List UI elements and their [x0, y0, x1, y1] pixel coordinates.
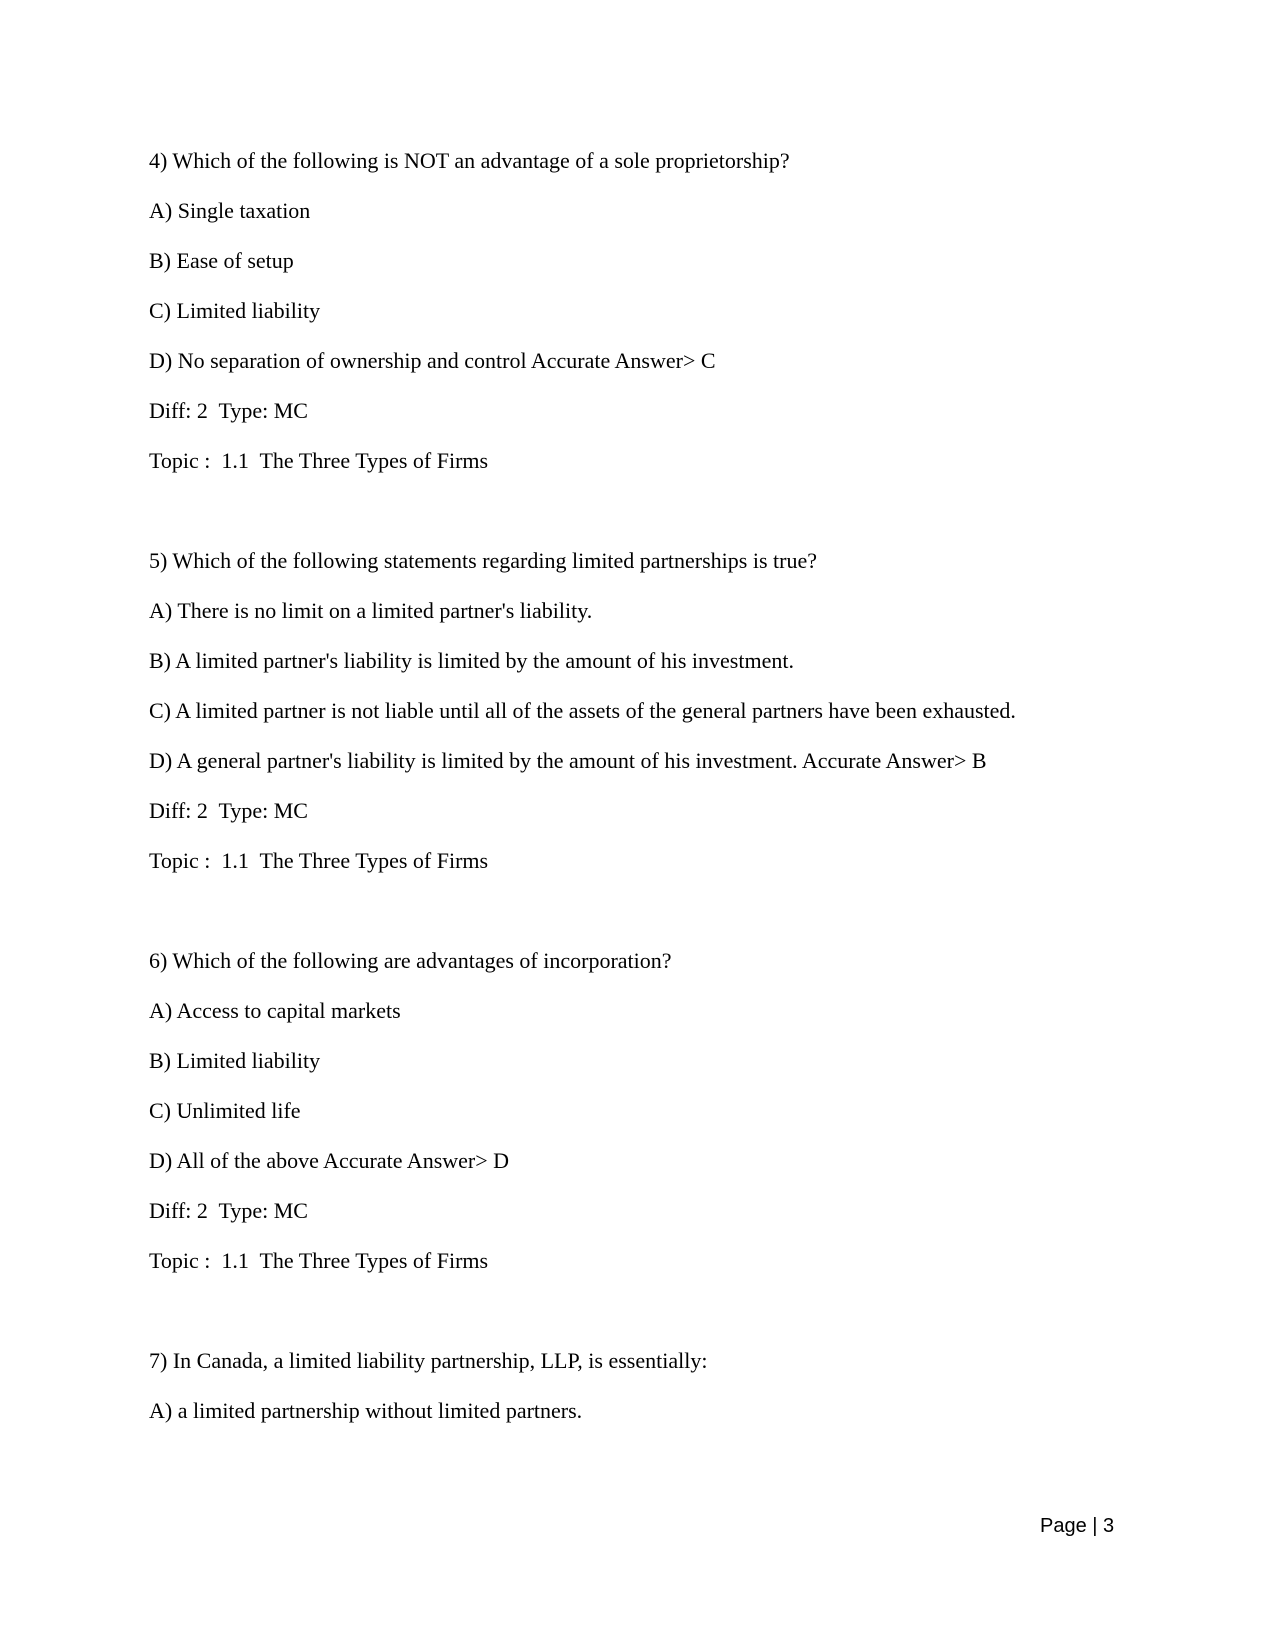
question-7-option-a: A) a limited partnership without limited partners. [149, 1398, 583, 1423]
question-5-option-b: B) A limited partner's liability is limited by the amount of his investment. [149, 648, 794, 673]
question-5-option-a: A) There is no limit on a limited partner's liability. [149, 598, 593, 623]
question-4-text: 4) Which of the following is NOT an advantage of a sole proprietorship? [149, 148, 790, 173]
question-4-option-b: B) Ease of setup [149, 248, 294, 273]
question-4-option-d: D) No separation of ownership and control Accurate Answer> C [149, 348, 716, 373]
page-number: Page | 3 [1040, 1515, 1115, 1537]
question-6-option-a: A) Access to capital markets [149, 998, 401, 1023]
question-5-topic: Topic : 1.1 The Three Types of Firms [149, 848, 489, 873]
question-4-diff: Diff: 2 Type: MC [149, 398, 308, 423]
question-4-option-c: C) Limited liability [149, 298, 321, 323]
question-4-option-a: A) Single taxation [149, 198, 311, 223]
question-6-diff: Diff: 2 Type: MC [149, 1198, 308, 1223]
question-5-option-d: D) A general partner's liability is limited by the amount of his investment. Accurate Answer> B [149, 748, 987, 773]
question-5-text: 5) Which of the following statements regarding limited partnerships is true? [149, 548, 817, 573]
question-5-diff: Diff: 2 Type: MC [149, 798, 308, 823]
question-6-option-c: C) Unlimited life [149, 1098, 301, 1123]
question-6-text: 6) Which of the following are advantages of incorporation? [149, 948, 672, 973]
question-4-topic: Topic : 1.1 The Three Types of Firms [149, 448, 489, 473]
question-6-topic: Topic : 1.1 The Three Types of Firms [149, 1248, 489, 1273]
question-6-option-b: B) Limited liability [149, 1048, 321, 1073]
question-6-option-d: D) All of the above Accurate Answer> D [149, 1148, 510, 1173]
question-5-option-c: C) A limited partner is not liable until all of the assets of the general partners have been exhausted. [149, 698, 1016, 723]
question-7-text: 7) In Canada, a limited liability partnership, LLP, is essentially: [149, 1348, 708, 1373]
